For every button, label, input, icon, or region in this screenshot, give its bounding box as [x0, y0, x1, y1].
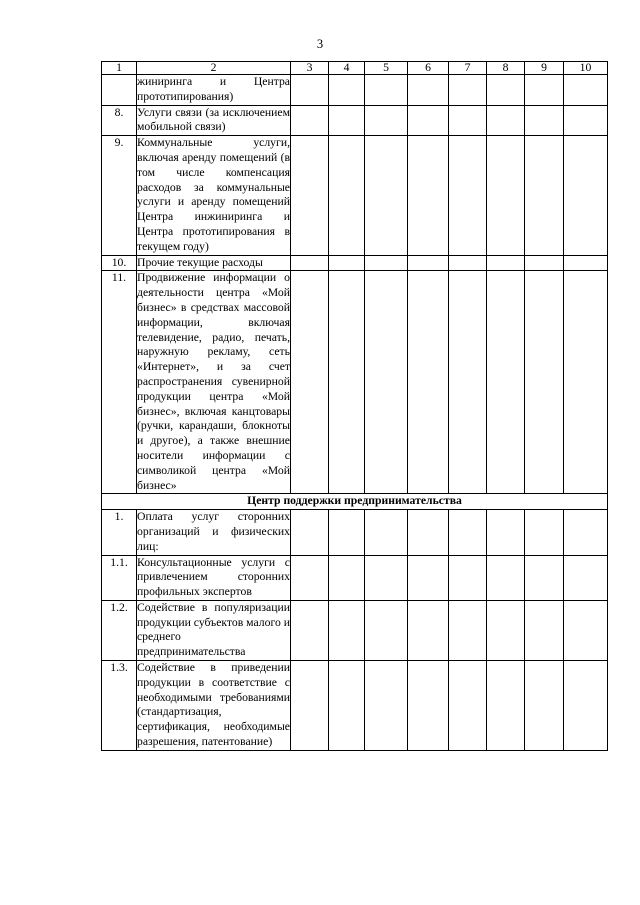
column-header: 5: [365, 62, 408, 75]
row-number: 10.: [102, 255, 137, 271]
row-number: [102, 75, 137, 106]
section-title: Центр поддержки предпринимательства: [102, 494, 608, 510]
column-header: 1: [102, 62, 137, 75]
row-number: 1.3.: [102, 661, 137, 751]
table-row: [102, 271, 608, 494]
page-number: 3: [316, 37, 324, 51]
section-row: [102, 494, 608, 510]
row-number: 9.: [102, 136, 137, 255]
row-description: Продвижение информации о деятельности центра «Мой бизнес» в средствах массовой информации, включая телевидение, радио, печать, наружную рекламу, сеть «Интернет», и за счет распространения сувенирной продукции центра «Мой бизнес», включая канцтовары (ручки, карандаши, блокноты и другое), а также внешние носители информации с символикой центра «Мой бизнес»: [137, 271, 291, 494]
table-row: [102, 600, 608, 660]
row-number: 1.1.: [102, 555, 137, 600]
column-header: 2: [137, 62, 291, 75]
row-number: 1.: [102, 510, 137, 555]
row-description: Консультационные услуги с привлечением сторонних профильных экспертов: [137, 555, 291, 600]
row-description: Услуги связи (за исключением мобильной связи): [137, 105, 291, 136]
row-description: Содействие в популяризации продукции субъектов малого и среднего предпринимательства: [137, 600, 291, 660]
expense-table: [101, 61, 608, 751]
table-row: [102, 75, 608, 106]
table-row: [102, 255, 608, 271]
column-header: 7: [449, 62, 487, 75]
row-description: жиниринга и Центра прототипирования): [137, 75, 291, 106]
table-header-row: [102, 62, 608, 75]
column-header: 4: [329, 62, 365, 75]
row-description: Коммунальные услуги, включая аренду помещений (в том числе компенсация расходов за коммунальные услуги и аренду помещений Центра инжиниринга и Центра прототипирования в текущем году): [137, 136, 291, 255]
table-row: [102, 661, 608, 751]
table-row: [102, 510, 608, 555]
table-row: [102, 555, 608, 600]
column-header: 6: [408, 62, 449, 75]
row-description: Содействие в приведении продукции в соответствие с необходимыми требованиями (стандартизация, сертификация, необходимые разрешения, патентование): [137, 661, 291, 751]
row-number: 8.: [102, 105, 137, 136]
row-description: Оплата услуг сторонних организаций и физических лиц:: [137, 510, 291, 555]
column-header: 3: [291, 62, 329, 75]
column-header: 8: [487, 62, 525, 75]
row-number: 1.2.: [102, 600, 137, 660]
table-row: [102, 136, 608, 255]
column-header: 10: [564, 62, 608, 75]
table-row: [102, 105, 608, 136]
row-number: 11.: [102, 271, 137, 494]
column-header: 9: [525, 62, 564, 75]
row-description: Прочие текущие расходы: [137, 255, 291, 271]
